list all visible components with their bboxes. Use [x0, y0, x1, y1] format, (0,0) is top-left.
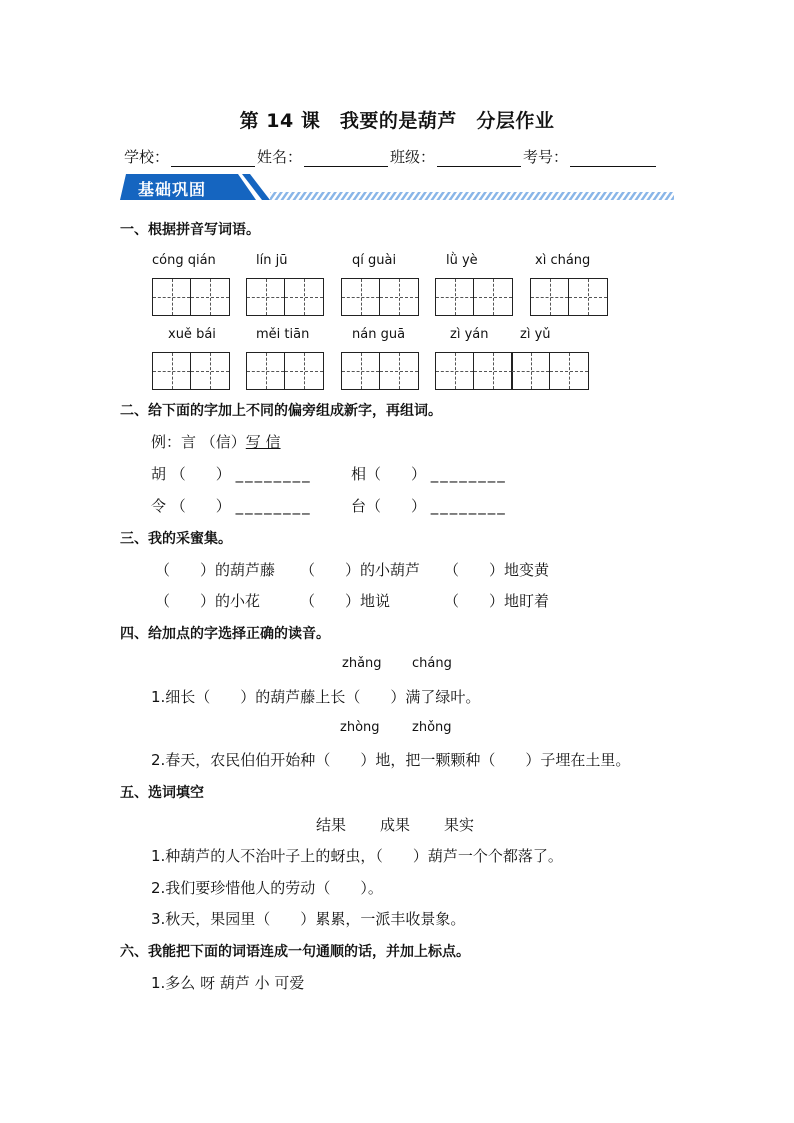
q4-pinyin: cháng [412, 656, 452, 671]
q5-word: 结果 [316, 816, 347, 834]
section-4-heading: 四、给加点的字选择正确的读音。 [120, 626, 330, 642]
writing-grid[interactable] [246, 278, 324, 316]
q3-phrase: （ ）的葫芦藤 [155, 561, 276, 579]
q5-sentence-2: 2.我们要珍惜他人的劳动（ ）。 [151, 879, 383, 897]
q2-example-word: 写 信 [245, 433, 281, 451]
section-3-heading: 三、我的采蜜集。 [120, 531, 232, 547]
q6-sentence-1: 1.多么 呀 葫芦 小 可爱 [151, 974, 305, 992]
pinyin-1-3: qí guài [352, 253, 397, 268]
q2-item-line[interactable]: ________ [430, 497, 507, 515]
section-1-heading: 一、根据拼音写词语。 [120, 222, 260, 238]
q2-example-prefix: 例：言 （信） [151, 433, 246, 451]
class-label: 班级： [390, 148, 436, 166]
pinyin-1-4: lǜ yè [446, 253, 478, 268]
q5-word: 果实 [444, 816, 475, 834]
q2-item-char: 令 （ ） [151, 497, 231, 515]
q5-sentence-3: 3.秋天，果园里（ ）累累，一派丰收景象。 [151, 910, 466, 928]
name-label: 姓名： [257, 148, 303, 166]
writing-grid[interactable] [511, 352, 589, 390]
q4-pinyin: zhòng [340, 720, 380, 735]
class-blank[interactable] [437, 152, 521, 167]
q5-sentence-1: 1.种葫芦的人不治叶子上的蚜虫，（ ）葫芦一个个都落了。 [151, 847, 563, 865]
student-info-row [124, 146, 658, 167]
section-banner [120, 172, 676, 208]
q4-pinyin: zhǎng [342, 656, 382, 671]
q2-item-line[interactable]: ________ [235, 465, 312, 483]
exam-label: 考号： [523, 148, 569, 166]
q4-sentence-1: 1.细长（ ）的葫芦藤上长（ ）满了绿叶。 [151, 688, 481, 706]
pinyin-1-5: xì cháng [535, 253, 591, 268]
pinyin-2-1: xuě bái [168, 327, 216, 342]
writing-grid[interactable] [341, 352, 419, 390]
q3-phrase: （ ）地说 [300, 592, 391, 610]
q3-phrase: （ ）地变黄 [444, 561, 550, 579]
page-title: 第 14 课 我要的是葫芦 分层作业 [239, 110, 555, 132]
q2-item-2 [351, 463, 507, 484]
q3-phrase: （ ）的小花 [155, 592, 261, 610]
q2-item-char: 胡 （ ） [151, 465, 231, 483]
q2-item-3 [151, 495, 312, 516]
section-6-heading: 六、我能把下面的词语连成一句通顺的话，并加上标点。 [120, 944, 470, 960]
q2-example [151, 431, 281, 452]
q4-pinyin: zhǒng [412, 720, 452, 735]
writing-grid[interactable] [435, 352, 513, 390]
q3-phrase: （ ）地盯着 [444, 592, 550, 610]
q2-item-char: 相（ ） [351, 465, 427, 483]
q2-item-4 [351, 495, 507, 516]
q2-item-line[interactable]: ________ [235, 497, 312, 515]
section-5-heading: 五、选词填空 [120, 785, 204, 801]
pinyin-1-2: lín jū [256, 253, 288, 268]
pinyin-2-4: zì yán [450, 327, 489, 342]
q4-sentence-2: 2.春天，农民伯伯开始种（ ）地，把一颗颗种（ ）子埋在土里。 [151, 751, 631, 769]
pinyin-2-2: měi tiān [256, 327, 310, 342]
section-2-heading: 二、给下面的字加上不同的偏旁组成新字，再组词。 [120, 403, 442, 419]
banner-label: 基础巩固 [138, 180, 207, 199]
writing-grid[interactable] [152, 278, 230, 316]
q2-item-1 [151, 463, 312, 484]
q3-phrase: （ ）的小葫芦 [300, 561, 421, 579]
exam-blank[interactable] [570, 152, 656, 167]
q2-item-char: 台（ ） [351, 497, 427, 515]
q5-word: 成果 [380, 816, 411, 834]
writing-grid[interactable] [152, 352, 230, 390]
writing-grid[interactable] [435, 278, 513, 316]
pinyin-2-5: zì yǔ [520, 327, 551, 342]
school-blank[interactable] [171, 152, 255, 167]
writing-grid[interactable] [341, 278, 419, 316]
school-label: 学校： [124, 148, 170, 166]
name-blank[interactable] [304, 152, 388, 167]
pinyin-1-1: cóng qián [152, 253, 216, 268]
q2-item-line[interactable]: ________ [430, 465, 507, 483]
writing-grid[interactable] [530, 278, 608, 316]
pinyin-2-3: nán guā [352, 327, 406, 342]
writing-grid[interactable] [246, 352, 324, 390]
